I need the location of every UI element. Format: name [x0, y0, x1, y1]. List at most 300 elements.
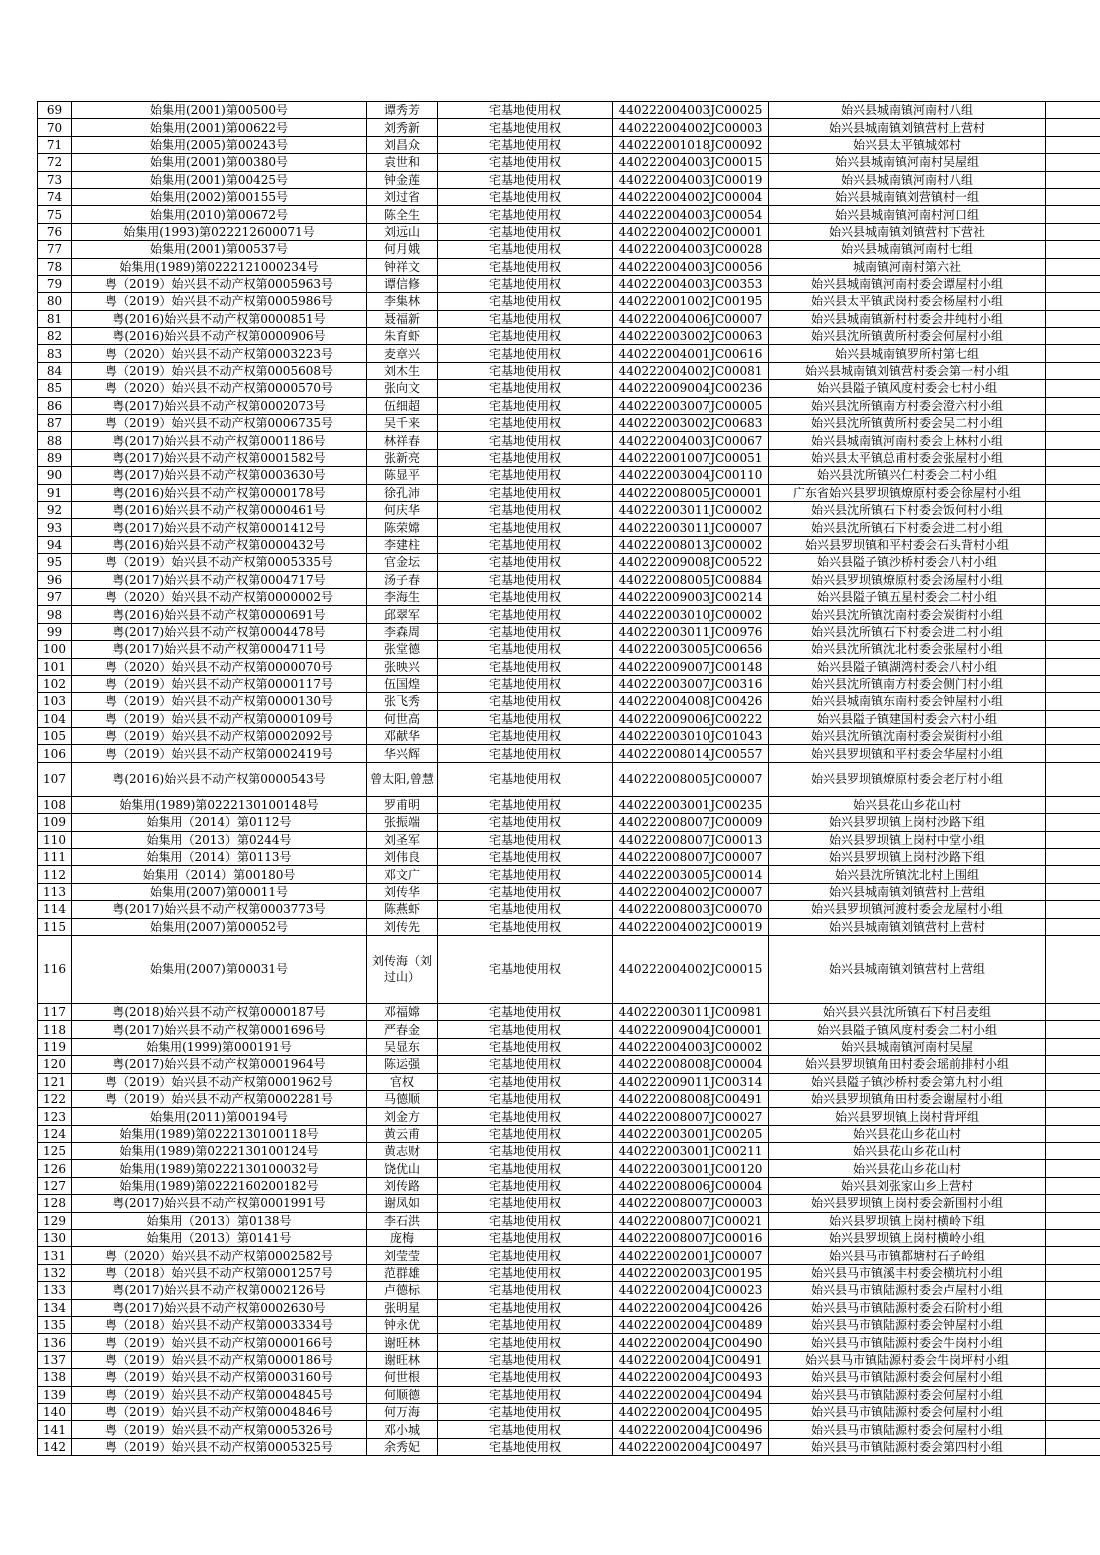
row-number-cell: 85 — [38, 380, 72, 397]
location-cell: 始兴县城南镇东南村委会钟屋村小组 — [769, 693, 1046, 710]
remark-cell — [1046, 102, 1100, 119]
row-number-cell: 121 — [38, 1073, 72, 1090]
table-row — [38, 1351, 1100, 1368]
location-cell: 始兴县罗坝镇上岗村横岭小组 — [769, 1230, 1046, 1247]
certificate-number-cell: 始集用(2001)第00622号 — [72, 119, 367, 136]
right-type-cell: 宅基地使用权 — [438, 1125, 613, 1142]
table-row — [38, 831, 1100, 848]
owner-name-cell: 刘传华 — [367, 883, 438, 900]
owner-name-cell: 华兴辉 — [367, 745, 438, 762]
row-number-cell: 131 — [38, 1247, 72, 1264]
location-cell: 始兴县花山乡花山村 — [769, 796, 1046, 813]
row-number-cell: 127 — [38, 1177, 72, 1194]
table-row — [38, 675, 1100, 692]
table-row — [38, 1282, 1100, 1299]
owner-name-cell: 陈运强 — [367, 1056, 438, 1073]
row-number-cell: 124 — [38, 1125, 72, 1142]
row-number-cell: 84 — [38, 362, 72, 379]
certificate-number-cell: 粤（2020）始兴县不动产权第0003223号 — [72, 345, 367, 362]
parcel-code-cell: 440222008005JC00884 — [613, 571, 769, 588]
table-row — [38, 571, 1100, 588]
parcel-code-cell: 440222002004JC00496 — [613, 1421, 769, 1438]
certificate-number-cell: 粤(2017)始兴县不动产权第0003630号 — [72, 467, 367, 484]
row-number-cell: 107 — [38, 762, 72, 796]
certificate-number-cell: 始集用(1989)第0222130100032号 — [72, 1160, 367, 1177]
row-number-cell: 99 — [38, 623, 72, 640]
location-cell: 始兴县沈所镇石下村委会进二村小组 — [769, 519, 1046, 536]
certificate-number-cell: 始集用(1989)第0222160200182号 — [72, 1177, 367, 1194]
row-number-cell: 120 — [38, 1056, 72, 1073]
right-type-cell: 宅基地使用权 — [438, 1282, 613, 1299]
parcel-code-cell: 440222008005JC00007 — [613, 762, 769, 796]
certificate-number-cell: 始集用(2001)第00380号 — [72, 154, 367, 171]
table-row — [38, 1438, 1100, 1455]
location-cell: 始兴县罗坝镇上岗村委会新围村小组 — [769, 1195, 1046, 1212]
row-number-cell: 118 — [38, 1021, 72, 1038]
right-type-cell: 宅基地使用权 — [438, 710, 613, 727]
row-number-cell: 80 — [38, 293, 72, 310]
location-cell: 始兴县城南镇刘镇营村委会第一村小组 — [769, 362, 1046, 379]
table-row — [38, 188, 1100, 205]
table-row — [38, 1160, 1100, 1177]
certificate-number-cell: 粤(2017)始兴县不动产权第0001991号 — [72, 1195, 367, 1212]
location-cell: 始兴县马市镇陆源村委会牛岗村小组 — [769, 1334, 1046, 1351]
remark-cell — [1046, 1090, 1100, 1107]
owner-name-cell: 朱育虾 — [367, 328, 438, 345]
remark-cell — [1046, 901, 1100, 918]
location-cell: 始兴县沈所镇南方村委会侧门村小组 — [769, 675, 1046, 692]
owner-name-cell: 邱翠军 — [367, 606, 438, 623]
owner-name-cell: 李建柱 — [367, 536, 438, 553]
remark-cell — [1046, 641, 1100, 658]
row-number-cell: 96 — [38, 571, 72, 588]
right-type-cell: 宅基地使用权 — [438, 901, 613, 918]
row-number-cell: 114 — [38, 901, 72, 918]
row-number-cell: 102 — [38, 675, 72, 692]
remark-cell — [1046, 1317, 1100, 1334]
certificate-number-cell: 粤（2019）始兴县不动产权第0005325号 — [72, 1438, 367, 1455]
location-cell: 始兴县沈所镇石下村委会进二村小组 — [769, 623, 1046, 640]
parcel-code-cell: 440222001018JC00092 — [613, 136, 769, 153]
remark-cell — [1046, 223, 1100, 240]
right-type-cell: 宅基地使用权 — [438, 796, 613, 813]
parcel-code-cell: 440222004003JC00002 — [613, 1038, 769, 1055]
remark-cell — [1046, 501, 1100, 518]
right-type-cell: 宅基地使用权 — [438, 935, 613, 1003]
table-row — [38, 223, 1100, 240]
row-number-cell: 87 — [38, 415, 72, 432]
remark-cell — [1046, 484, 1100, 501]
right-type-cell: 宅基地使用权 — [438, 102, 613, 119]
location-cell: 始兴县城南镇河南村委会上林村小组 — [769, 432, 1046, 449]
row-number-cell: 138 — [38, 1369, 72, 1386]
owner-name-cell: 谢旺林 — [367, 1351, 438, 1368]
table-row — [38, 728, 1100, 745]
remark-cell — [1046, 171, 1100, 188]
certificate-number-cell: 粤(2017)始兴县不动产权第0001696号 — [72, 1021, 367, 1038]
owner-name-cell: 谢凤如 — [367, 1195, 438, 1212]
right-type-cell: 宅基地使用权 — [438, 1160, 613, 1177]
certificate-number-cell: 粤(2016)始兴县不动产权第0000543号 — [72, 762, 367, 796]
location-cell: 始兴县城南镇河南村吴屋组 — [769, 154, 1046, 171]
table-row — [38, 1369, 1100, 1386]
certificate-number-cell: 始集用（2013）第0138号 — [72, 1212, 367, 1229]
remark-cell — [1046, 362, 1100, 379]
certificate-number-cell: 始集用(2007)第00031号 — [72, 935, 367, 1003]
certificate-number-cell: 始集用(2011)第00194号 — [72, 1108, 367, 1125]
row-number-cell: 94 — [38, 536, 72, 553]
document-page — [37, 101, 1063, 1456]
location-cell: 始兴县沈所镇黄所村委会吴二村小组 — [769, 415, 1046, 432]
certificate-number-cell: 粤（2019）始兴县不动产权第0002419号 — [72, 745, 367, 762]
owner-name-cell: 钟祥文 — [367, 258, 438, 275]
certificate-number-cell: 粤（2019）始兴县不动产权第0003160号 — [72, 1369, 367, 1386]
table-row — [38, 310, 1100, 327]
row-number-cell: 106 — [38, 745, 72, 762]
owner-name-cell: 罗甫明 — [367, 796, 438, 813]
table-row — [38, 693, 1100, 710]
right-type-cell: 宅基地使用权 — [438, 1021, 613, 1038]
table-row — [38, 415, 1100, 432]
table-row — [38, 258, 1100, 275]
certificate-number-cell: 始集用(1993)第022212600071号 — [72, 223, 367, 240]
table-row — [38, 1299, 1100, 1316]
right-type-cell: 宅基地使用权 — [438, 1212, 613, 1229]
parcel-code-cell: 440222004003JC00028 — [613, 241, 769, 258]
remark-cell — [1046, 554, 1100, 571]
owner-name-cell: 张堂德 — [367, 641, 438, 658]
right-type-cell: 宅基地使用权 — [438, 641, 613, 658]
right-type-cell: 宅基地使用权 — [438, 136, 613, 153]
certificate-number-cell: 始集用(2010)第00672号 — [72, 206, 367, 223]
owner-name-cell: 刘传海（刘过山） — [367, 935, 438, 1003]
parcel-code-cell: 440222002004JC00023 — [613, 1282, 769, 1299]
location-cell: 始兴县罗坝镇角田村委会谢屋村小组 — [769, 1090, 1046, 1107]
right-type-cell: 宅基地使用权 — [438, 119, 613, 136]
right-type-cell: 宅基地使用权 — [438, 814, 613, 831]
location-cell: 始兴县城南镇刘营镇村一组 — [769, 188, 1046, 205]
right-type-cell: 宅基地使用权 — [438, 1056, 613, 1073]
parcel-code-cell: 440222003011JC00981 — [613, 1003, 769, 1020]
owner-name-cell: 陈显平 — [367, 467, 438, 484]
table-row — [38, 1403, 1100, 1420]
certificate-number-cell: 始集用（2014）第0113号 — [72, 849, 367, 866]
remark-cell — [1046, 1073, 1100, 1090]
parcel-code-cell: 440222004003JC00054 — [613, 206, 769, 223]
location-cell: 始兴县罗坝镇上岗村背坪组 — [769, 1108, 1046, 1125]
location-cell: 始兴县城南镇河南村八组 — [769, 102, 1046, 119]
parcel-code-cell: 440222001007JC00051 — [613, 449, 769, 466]
remark-cell — [1046, 1351, 1100, 1368]
owner-name-cell: 何庆华 — [367, 501, 438, 518]
owner-name-cell: 曾太阳,曾慧 — [367, 762, 438, 796]
owner-name-cell: 张向文 — [367, 380, 438, 397]
remark-cell — [1046, 241, 1100, 258]
location-cell: 城南镇河南村第六社 — [769, 258, 1046, 275]
certificate-number-cell: 始集用(2005)第00243号 — [72, 136, 367, 153]
owner-name-cell: 庞梅 — [367, 1230, 438, 1247]
certificate-number-cell: 粤(2017)始兴县不动产权第0003773号 — [72, 901, 367, 918]
table-row — [38, 1386, 1100, 1403]
certificate-number-cell: 粤（2018）始兴县不动产权第0001257号 — [72, 1264, 367, 1281]
certificate-number-cell: 粤（2019）始兴县不动产权第0005986号 — [72, 293, 367, 310]
right-type-cell: 宅基地使用权 — [438, 241, 613, 258]
table-row — [38, 606, 1100, 623]
remark-cell — [1046, 1334, 1100, 1351]
remark-cell — [1046, 693, 1100, 710]
table-row — [38, 710, 1100, 727]
row-number-cell: 104 — [38, 710, 72, 727]
owner-name-cell: 李森周 — [367, 623, 438, 640]
certificate-number-cell: 粤（2018）始兴县不动产权第0003334号 — [72, 1317, 367, 1334]
location-cell: 始兴县马市镇陆源村委会何屋村小组 — [769, 1421, 1046, 1438]
certificate-number-cell: 粤(2017)始兴县不动产权第0002073号 — [72, 397, 367, 414]
table-row — [38, 328, 1100, 345]
location-cell: 始兴县罗坝镇燎原村委会汤屋村小组 — [769, 571, 1046, 588]
right-type-cell: 宅基地使用权 — [438, 918, 613, 935]
row-number-cell: 123 — [38, 1108, 72, 1125]
location-cell: 始兴县隘子镇沙桥村委会八村小组 — [769, 554, 1046, 571]
right-type-cell: 宅基地使用权 — [438, 275, 613, 292]
table-row — [38, 1003, 1100, 1020]
row-number-cell: 91 — [38, 484, 72, 501]
row-number-cell: 136 — [38, 1334, 72, 1351]
parcel-code-cell: 440222009003JC00214 — [613, 588, 769, 605]
remark-cell — [1046, 606, 1100, 623]
row-number-cell: 78 — [38, 258, 72, 275]
parcel-code-cell: 440222009006JC00222 — [613, 710, 769, 727]
owner-name-cell: 卢德标 — [367, 1282, 438, 1299]
location-cell: 始兴县罗坝镇上岗村沙路下组 — [769, 814, 1046, 831]
certificate-number-cell: 粤(2017)始兴县不动产权第0001412号 — [72, 519, 367, 536]
certificate-number-cell: 粤(2016)始兴县不动产权第0000906号 — [72, 328, 367, 345]
location-cell: 始兴县罗坝镇角田村委会瑶前排村小组 — [769, 1056, 1046, 1073]
parcel-code-cell: 440222003002JC00063 — [613, 328, 769, 345]
owner-name-cell: 袁世和 — [367, 154, 438, 171]
certificate-number-cell: 粤(2017)始兴县不动产权第0004711号 — [72, 641, 367, 658]
right-type-cell: 宅基地使用权 — [438, 831, 613, 848]
location-cell: 始兴县罗坝镇上岗村沙路下组 — [769, 849, 1046, 866]
table-row — [38, 275, 1100, 292]
certificate-number-cell: 粤（2019）始兴县不动产权第0005335号 — [72, 554, 367, 571]
row-number-cell: 90 — [38, 467, 72, 484]
right-type-cell: 宅基地使用权 — [438, 1177, 613, 1194]
certificate-number-cell: 粤（2019）始兴县不动产权第0000166号 — [72, 1334, 367, 1351]
owner-name-cell: 李集林 — [367, 293, 438, 310]
right-type-cell: 宅基地使用权 — [438, 345, 613, 362]
right-type-cell: 宅基地使用权 — [438, 1386, 613, 1403]
right-type-cell: 宅基地使用权 — [438, 554, 613, 571]
owner-name-cell: 伍国煌 — [367, 675, 438, 692]
parcel-code-cell: 440222003004JC00110 — [613, 467, 769, 484]
parcel-code-cell: 440222009011JC00314 — [613, 1073, 769, 1090]
parcel-code-cell: 440222002003JC00195 — [613, 1264, 769, 1281]
right-type-cell: 宅基地使用权 — [438, 1299, 613, 1316]
table-row — [38, 1177, 1100, 1194]
location-cell: 始兴县城南镇新村村委会井纯村小组 — [769, 310, 1046, 327]
parcel-code-cell: 440222008008JC00004 — [613, 1056, 769, 1073]
table-row — [38, 935, 1100, 1003]
table-row — [38, 1056, 1100, 1073]
certificate-number-cell: 始集用(1989)第0222121000234号 — [72, 258, 367, 275]
right-type-cell: 宅基地使用权 — [438, 1369, 613, 1386]
location-cell: 始兴县太平镇城郊村 — [769, 136, 1046, 153]
table-row — [38, 1090, 1100, 1107]
right-type-cell: 宅基地使用权 — [438, 1264, 613, 1281]
parcel-code-cell: 440222003002JC00683 — [613, 415, 769, 432]
remark-cell — [1046, 1143, 1100, 1160]
location-cell: 始兴县罗坝镇和平村委会华屋村小组 — [769, 745, 1046, 762]
table-row — [38, 467, 1100, 484]
parcel-code-cell: 440222008005JC00001 — [613, 484, 769, 501]
owner-name-cell: 刘传先 — [367, 918, 438, 935]
right-type-cell: 宅基地使用权 — [438, 1351, 613, 1368]
certificate-number-cell: 粤（2019）始兴县不动产权第0006735号 — [72, 415, 367, 432]
right-type-cell: 宅基地使用权 — [438, 1108, 613, 1125]
remark-cell — [1046, 345, 1100, 362]
parcel-code-cell: 440222002004JC00489 — [613, 1317, 769, 1334]
row-number-cell: 134 — [38, 1299, 72, 1316]
remark-cell — [1046, 258, 1100, 275]
table-row — [38, 1421, 1100, 1438]
row-number-cell: 83 — [38, 345, 72, 362]
table-row — [38, 1317, 1100, 1334]
row-number-cell: 92 — [38, 501, 72, 518]
owner-name-cell: 麦章兴 — [367, 345, 438, 362]
row-number-cell: 103 — [38, 693, 72, 710]
table-row — [38, 362, 1100, 379]
certificate-number-cell: 粤（2019）始兴县不动产权第0005608号 — [72, 362, 367, 379]
certificate-number-cell: 始集用(2007)第00052号 — [72, 918, 367, 935]
parcel-code-cell: 440222002004JC00494 — [613, 1386, 769, 1403]
owner-name-cell: 何顺德 — [367, 1386, 438, 1403]
certificate-number-cell: 始集用(2001)第00537号 — [72, 241, 367, 258]
row-number-cell: 100 — [38, 641, 72, 658]
remark-cell — [1046, 1160, 1100, 1177]
certificate-number-cell: 粤（2020）始兴县不动产权第0000002号 — [72, 588, 367, 605]
remark-cell — [1046, 467, 1100, 484]
remark-cell — [1046, 745, 1100, 762]
certificate-number-cell: 粤(2016)始兴县不动产权第0000178号 — [72, 484, 367, 501]
table-body — [38, 102, 1100, 1456]
parcel-code-cell: 440222008007JC00016 — [613, 1230, 769, 1247]
row-number-cell: 89 — [38, 449, 72, 466]
right-type-cell: 宅基地使用权 — [438, 866, 613, 883]
table-row — [38, 449, 1100, 466]
owner-name-cell: 黄志财 — [367, 1143, 438, 1160]
row-number-cell: 130 — [38, 1230, 72, 1247]
right-type-cell: 宅基地使用权 — [438, 1317, 613, 1334]
certificate-number-cell: 始集用(2002)第00155号 — [72, 188, 367, 205]
row-number-cell: 74 — [38, 188, 72, 205]
row-number-cell: 86 — [38, 397, 72, 414]
remark-cell — [1046, 1403, 1100, 1420]
remark-cell — [1046, 658, 1100, 675]
location-cell: 始兴县沈所镇兴仁村委会二村小组 — [769, 467, 1046, 484]
owner-name-cell: 聂福新 — [367, 310, 438, 327]
owner-name-cell: 徐孔沛 — [367, 484, 438, 501]
certificate-number-cell: 粤（2019）始兴县不动产权第0000117号 — [72, 675, 367, 692]
certificate-number-cell: 粤（2019）始兴县不动产权第0001962号 — [72, 1073, 367, 1090]
owner-name-cell: 谭秀芳 — [367, 102, 438, 119]
table-row — [38, 796, 1100, 813]
row-number-cell: 97 — [38, 588, 72, 605]
owner-name-cell: 严春金 — [367, 1021, 438, 1038]
location-cell: 始兴县城南镇河南村委会谭屋村小组 — [769, 275, 1046, 292]
owner-name-cell: 刘金方 — [367, 1108, 438, 1125]
row-number-cell: 115 — [38, 918, 72, 935]
right-type-cell: 宅基地使用权 — [438, 536, 613, 553]
certificate-number-cell: 粤（2019）始兴县不动产权第0000186号 — [72, 1351, 367, 1368]
location-cell: 始兴县沈所镇沈南村委会炭街村小组 — [769, 728, 1046, 745]
row-number-cell: 119 — [38, 1038, 72, 1055]
row-number-cell: 76 — [38, 223, 72, 240]
location-cell: 始兴县兴县沈所镇石下村吕麦组 — [769, 1003, 1046, 1020]
owner-name-cell: 张明星 — [367, 1299, 438, 1316]
certificate-number-cell: 始集用(2001)第00425号 — [72, 171, 367, 188]
row-number-cell: 129 — [38, 1212, 72, 1229]
table-row — [38, 1125, 1100, 1142]
certificate-number-cell: 始集用（2013）第0244号 — [72, 831, 367, 848]
right-type-cell: 宅基地使用权 — [438, 258, 613, 275]
parcel-code-cell: 440222001002JC00195 — [613, 293, 769, 310]
parcel-code-cell: 440222003005JC00656 — [613, 641, 769, 658]
parcel-code-cell: 440222004002JC00007 — [613, 883, 769, 900]
location-cell: 始兴县隘子镇风度村委会二村小组 — [769, 1021, 1046, 1038]
right-type-cell: 宅基地使用权 — [438, 188, 613, 205]
row-number-cell: 142 — [38, 1438, 72, 1455]
parcel-code-cell: 440222003001JC00235 — [613, 796, 769, 813]
owner-name-cell: 钟金莲 — [367, 171, 438, 188]
parcel-code-cell: 440222002004JC00497 — [613, 1438, 769, 1455]
owner-name-cell: 李石洪 — [367, 1212, 438, 1229]
certificate-number-cell: 粤(2016)始兴县不动产权第0000432号 — [72, 536, 367, 553]
table-row — [38, 136, 1100, 153]
parcel-code-cell: 440222003007JC00316 — [613, 675, 769, 692]
owner-name-cell: 邓小城 — [367, 1421, 438, 1438]
table-row — [38, 623, 1100, 640]
row-number-cell: 105 — [38, 728, 72, 745]
certificate-number-cell: 粤(2016)始兴县不动产权第0000461号 — [72, 501, 367, 518]
row-number-cell: 108 — [38, 796, 72, 813]
remark-cell — [1046, 293, 1100, 310]
location-cell: 始兴县马市镇都塘村石子岭组 — [769, 1247, 1046, 1264]
certificate-number-cell: 始集用(1989)第0222130100148号 — [72, 796, 367, 813]
table-row — [38, 554, 1100, 571]
certificate-number-cell: 始集用(2001)第00500号 — [72, 102, 367, 119]
table-row — [38, 171, 1100, 188]
row-number-cell: 139 — [38, 1386, 72, 1403]
remark-cell — [1046, 380, 1100, 397]
remark-cell — [1046, 519, 1100, 536]
parcel-code-cell: 440222003010JC01043 — [613, 728, 769, 745]
owner-name-cell: 刘过省 — [367, 188, 438, 205]
owner-name-cell: 邓文广 — [367, 866, 438, 883]
right-type-cell: 宅基地使用权 — [438, 154, 613, 171]
remark-cell — [1046, 623, 1100, 640]
table-row — [38, 1038, 1100, 1055]
right-type-cell: 宅基地使用权 — [438, 310, 613, 327]
table-row — [38, 519, 1100, 536]
remark-cell — [1046, 415, 1100, 432]
parcel-code-cell: 440222002004JC00491 — [613, 1351, 769, 1368]
remark-cell — [1046, 675, 1100, 692]
owner-name-cell: 刘圣军 — [367, 831, 438, 848]
certificate-number-cell: 粤（2019）始兴县不动产权第0004846号 — [72, 1403, 367, 1420]
location-cell: 始兴县太平镇武岗村委会杨屋村小组 — [769, 293, 1046, 310]
parcel-code-cell: 440222004002JC00019 — [613, 918, 769, 935]
remark-cell — [1046, 831, 1100, 848]
